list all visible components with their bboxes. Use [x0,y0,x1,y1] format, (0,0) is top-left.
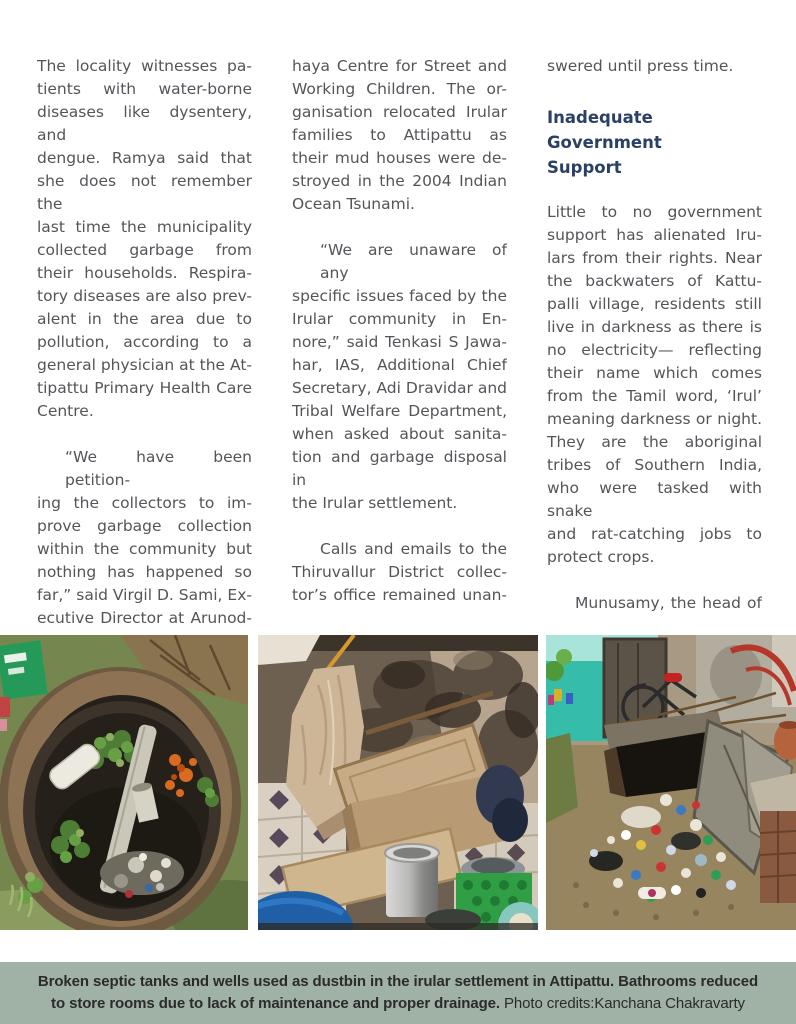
text-line: Secretary, Adi Dravidar and [292,379,507,397]
photo-credit: Photo credits:Kanchana Chakravarty [504,995,745,1012]
text-line: Support [547,158,622,177]
text-line: far,” said Virgil D. Sami, Ex- [37,586,252,604]
text-line: Munusamy, the head of [575,594,762,612]
article-column-1 [37,55,252,630]
text-line: ecutive Director at Arunod- [37,609,252,627]
text-line: tor’s office remained unan- [292,586,507,604]
article-body [37,55,762,630]
paragraph [547,55,762,78]
text-line: ing the collectors to im- [37,494,252,512]
text-line: tipattu Primary Health Care [37,379,252,397]
paragraph [547,201,762,569]
text-line: within the community but [37,540,252,558]
text-line: Thiruvallur District collec- [292,563,507,581]
text-line: The locality witnesses pa- [37,57,252,75]
text-line: the Irular settlement. [292,494,458,512]
text-line: stroyed in the 2004 Indian [292,172,507,190]
text-line: Working Children. The or- [292,80,507,98]
text-line: nothing has happened so [37,563,252,581]
well-dustbin-illustration [0,635,248,930]
article-column-3 [547,55,762,630]
text-line: nore,” said Tenkasi S Jawa- [292,333,507,351]
text-line: “We are unaware of any [320,241,507,282]
text-line: Inadequate Government [547,108,662,152]
text-line: They are the aboriginal [547,433,762,451]
photo-strip [0,635,796,930]
caption-bold-text: to store rooms due to lack of maintenance and proper drainage. [51,995,500,1012]
text-line: tients with water-borne [37,80,252,98]
paragraph [292,55,507,216]
text-line: tory diseases are also prev- [37,287,252,305]
paragraph [547,592,762,615]
text-line: live in darkness as there is [547,318,762,336]
caption-bold-text: Broken septic tanks and wells used as dustbin in the irular settlement in Attipattu. Bathrooms reduced [37,973,759,990]
text-line: no electricity— reflecting [547,341,762,359]
caption-bar [0,962,796,1024]
photo-well-dustbin [0,635,248,930]
text-line: when asked about sanita- [292,425,507,443]
caption-text-line-1 [0,971,796,993]
paragraph [37,446,252,630]
text-line: haya Centre for Street and [292,57,507,75]
text-line: their name which comes [547,364,762,382]
text-line: diseases like dysentery, and [37,103,252,144]
text-line: support has alienated Iru- [547,226,762,244]
text-line: tribes of Southern India, [547,456,762,474]
photo-drainage-garbage [546,635,796,930]
text-line: specific issues faced by the [292,287,507,305]
text-line: the backwaters of Kattu- [547,272,762,290]
paragraph [292,538,507,607]
text-line: Tribal Welfare Department, [292,402,507,420]
text-line: pollution, according to a [37,333,252,351]
text-line: har, IAS, Additional Chief [292,356,507,374]
paragraph [37,55,252,423]
text-line: Ocean Tsunami. [292,195,415,213]
text-line: collected garbage from [37,241,252,259]
text-line: swered until press time. [547,57,734,75]
text-line: tion and garbage disposal in [292,448,507,489]
section-heading [547,105,762,180]
text-line: from the Tamil word, ‘Irul’ [547,387,762,405]
text-line: Little to no government [547,203,762,221]
text-line: dengue. Ramya said that [37,149,252,167]
bathroom-storeroom-illustration [258,635,538,930]
text-line: last time the municipality [37,218,252,236]
photo-bathroom-storeroom [258,635,538,930]
text-line: their mud houses were de- [292,149,507,167]
text-line: families to Attipattu as [292,126,507,144]
text-line: she does not remember the [37,172,252,213]
text-line: general physician at the At- [37,356,252,374]
article-column-2 [292,55,507,630]
paragraph [292,239,507,515]
text-line: who were tasked with snake [547,479,762,520]
text-line: Calls and emails to the [320,540,507,558]
text-line: lars from their rights. Near [547,249,762,267]
text-line: protect crops. [547,548,655,566]
text-line: palli village, residents still [547,295,762,313]
text-line: meaning darkness or night. [547,410,762,428]
text-line: and rat-catching jobs to [547,525,762,543]
drainage-garbage-illustration [546,635,796,930]
text-line: Centre. [37,402,94,420]
text-line: Irular community in En- [292,310,507,328]
text-line: their households. Respira- [37,264,252,282]
text-line: ganisation relocated Irular [292,103,507,121]
text-line: alent in the area due to [37,310,252,328]
text-line: “We have been petition- [65,448,252,489]
text-line: prove garbage collection [37,517,252,535]
caption-text-line-2 [0,993,796,1015]
